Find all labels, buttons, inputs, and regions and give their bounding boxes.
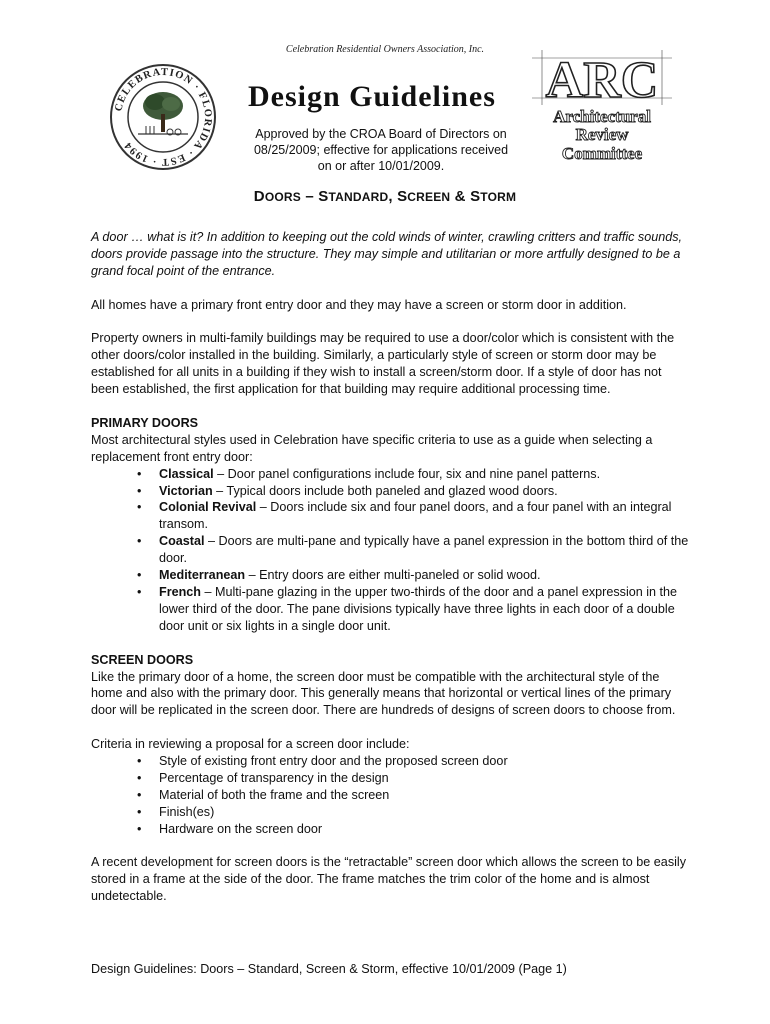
document-title: Design Guidelines	[248, 80, 496, 113]
section-title: DOORS – STANDARD, SCREEN & STORM	[253, 188, 517, 205]
list-item: • Mediterranean – Entry doors are either multi-paneled or solid wood.	[159, 567, 691, 584]
arc-logo-line2: Review	[575, 125, 629, 144]
list-item: • Percentage of transparency in the design	[159, 770, 691, 787]
list-item: • Hardware on the screen door	[159, 821, 691, 838]
list-item: • Coastal – Doors are multi-pane and typically have a panel expression in the bottom third of the door.	[159, 533, 691, 567]
screen-doors-lead: Like the primary door of a home, the screen door must be compatible with the architectural style of the home and also with the primary door. This generally means that horizontal or vertical lines of the primary door will be replicated in the screen door. There are hundreds of designs of screen doors to choose from.	[91, 669, 676, 718]
list-item: • Finish(es)	[159, 804, 691, 821]
document-body	[91, 229, 691, 922]
screen-doors-heading: SCREEN DOORS	[91, 652, 194, 667]
page-footer: Design Guidelines: Doors – Standard, Screen & Storm, effective 10/01/2009 (Page 1)	[91, 962, 567, 976]
arc-committee-logo	[532, 50, 672, 170]
celebration-seal-logo	[108, 62, 218, 172]
list-item: • Colonial Revival – Doors include six and four panel doors, and a four panel with an integral transom.	[159, 499, 691, 533]
primary-door-styles-list	[91, 466, 691, 635]
intro-paragraph: A door … what is it? In addition to keeping out the cold winds of winter, crawling critters and traffic sounds, doors provide passage into the structure. They may simple and utilitarian or more artfully designed to be a grand focal point of the entrance.	[91, 230, 683, 278]
organization-name: Celebration Residential Owners Association, Inc.	[285, 44, 485, 55]
arc-logo-letters: ARC	[545, 52, 659, 109]
primary-doors-heading: PRIMARY DOORS	[91, 415, 199, 430]
paragraph-homes: All homes have a primary front entry door and they may have a screen or storm door in addition.	[91, 297, 627, 312]
screen-criteria-list	[91, 753, 691, 838]
list-item: • Victorian – Typical doors include both paneled and glazed wood doors.	[159, 483, 691, 500]
criteria-lead: Criteria in reviewing a proposal for a screen door include:	[91, 737, 410, 752]
list-item: • Style of existing front entry door and the proposed screen door	[159, 753, 691, 770]
retractable-paragraph: A recent development for screen doors is the “retractable” screen door which allows the screen to be easily stored in a frame at the side of the door. The frame matches the trim color of the home and is almost undetectable.	[91, 855, 687, 904]
list-item: • Material of both the frame and the screen	[159, 787, 691, 804]
list-item: • French – Multi-pane glazing in the upper two-thirds of the door and a panel expression in the lower third of the door. The pane divisions typically have three lights in each door of a double door unit or six lights in a single door unit.	[159, 584, 691, 635]
seal-text: CELEBRATION · FLORIDA · EST · 1994	[113, 66, 214, 168]
approval-note: Approved by the CROA Board of Directors on 08/25/2009; effective for applications received on or after 10/01/2009.	[253, 127, 509, 173]
primary-doors-lead: Most architectural styles used in Celebration have specific criteria to use as a guide when selecting a replacement front entry door:	[91, 432, 653, 464]
arc-logo-line3: Committee	[561, 144, 643, 163]
arc-logo-line1: Architectural	[553, 107, 651, 126]
list-item: • Classical – Door panel configurations include four, six and nine panel patterns.	[159, 466, 691, 483]
paragraph-multifamily: Property owners in multi-family buildings may be required to use a door/color which is consistent with the other doors/color installed in the building. Similarly, a particularly style of screen or storm door may be established for all units in a building if they wish to install a screen/storm door. If a style of door has not been established, the first application for that building may require additional processing time.	[91, 331, 675, 397]
